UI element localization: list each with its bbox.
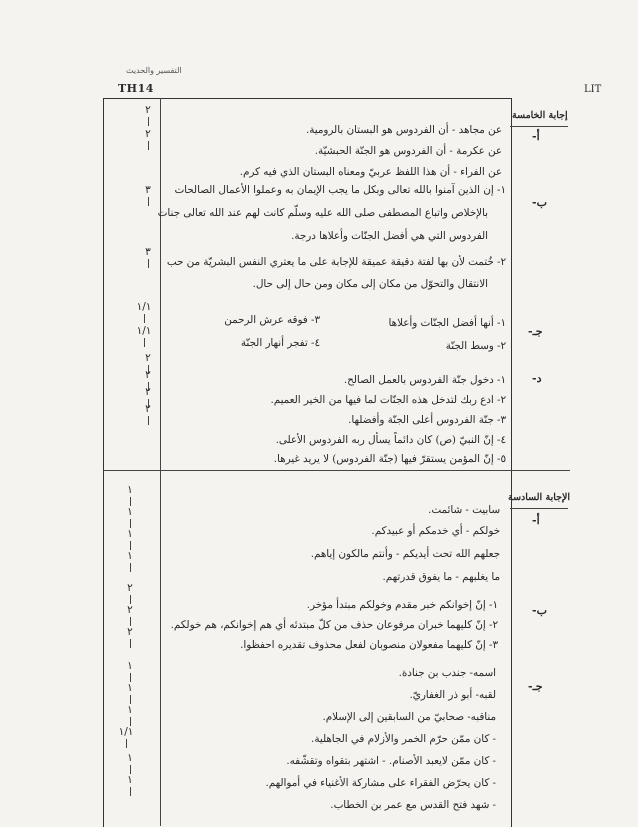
fifth-d-line: ١- دخول جنّة الفردوس بالعمل الصالح. [343,374,506,386]
mark: ٢ [138,128,158,150]
sixth-c-line: مناقبه- صحابيّ من السابقين إلى الإسلام. [322,711,496,723]
sixth-a-line: ما يغلبهم - ما يفوق قدرتهم. [382,571,500,583]
mark: ١ [120,506,140,528]
mark: ١/١ [134,325,154,347]
sixth-b-line: ٣- إنّ كليهما مفعولان منصوبان لفعل محذوف تقديره احفظوا. [240,639,498,651]
fifth-label-d: د- [532,372,542,385]
fifth-b-line: الانتقال والتحوّل من مكان إلى مكان ومن حال إلى حال. [252,278,488,290]
fifth-c-line: ٢- وسط الجنّة [445,340,506,352]
fifth-answer-title: إجابة الخامسة [512,110,568,121]
mark: ١ [120,528,140,550]
page-code: LIT [584,84,602,95]
sixth-answer-title: الإجابة السادسة [508,492,571,503]
fifth-b-line: ٢- خُتمت لأن بها لفتة دقيقة عميقة للإجابة على ما يعتري النفس البشريّة من حب [166,256,506,268]
fifth-c-line: ١- أنها أفضل الجنّات وأعلاها [388,317,506,329]
sixth-c-line: - كان ممّن حرّم الخمر والأزلام في الجاهلية. [311,733,496,745]
mark: ١ [120,550,140,572]
fifth-a-line: عن مجاهد - أن الفردوس هو البستان بالرومية. [305,124,502,136]
fifth-b-line: الفردوس التي هي أفضل الجنّات وأعلاها درجة. [291,230,488,242]
section-divider-outer [510,470,570,471]
mark: ٣ [138,184,158,206]
mark: ١ [120,660,140,682]
fifth-c-line: ٣- فوقه عرش الرحمن [224,314,320,326]
sixth-c-line: - كان يحرّض الفقراء على مشاركة الأغنياء في أموالهم. [265,777,496,789]
sixth-a-line: خولكم - أي خدمكم أو عبيدكم. [371,525,500,537]
mark: ٢ [138,403,158,425]
sixth-b-line: ١- إنّ إخوانكم خبر مقدم وخولكم مبتدأ مؤخر. [306,599,498,611]
sixth-a-line: سابيت - شائمت. [428,504,500,516]
fifth-d-line: ٢- ادع ربك لتدخل هذه الجنّات لما فيها من الخير العميم. [270,394,506,406]
fifth-d-line: ٣- جنّة الفردوس أعلى الجنّة وأفضلها. [348,414,506,426]
mark: ٣ [138,246,158,268]
fifth-b-line: بالإخلاص واتباع المصطفى صلى الله عليه وسلّم كانت لهم عند الله تعالى جنات [157,207,488,219]
fifth-d-line: ٥- إنّ المؤمن يستقرّ فيها (جنّة الفردوس) لا يريد غيرها. [273,453,506,465]
title-underline [510,508,568,509]
sixth-label-c: جـ- [528,680,543,693]
sixth-label-a: أ- [532,514,540,527]
fifth-a-line: عن عكرمة - أن الفردوس هو الجنّة الحبشيّة. [314,145,502,157]
mark: ٢ [120,582,140,604]
sixth-c-line: لقبه- أبو ذر الغفاريّ. [409,689,496,701]
mark: ٢ [120,604,140,626]
fifth-label-c: جـ- [528,325,543,338]
mark: ١ [120,774,140,796]
sixth-c-line: - كان ممّن لايعبد الأصنام. - اشتهر بتقواه وتقشّفه. [286,755,496,767]
mark: ٢ [138,386,158,408]
fifth-label-a: أ- [532,130,540,143]
fifth-c-line: ٤- تفجر أنهار الجنّة [240,337,320,349]
mark: ١/١ [116,726,136,748]
fifth-d-line: ٤- إنّ النبيّ (ص) كان دائماً يسأل ربه الفردوس الأعلى. [275,434,506,446]
fifth-a-line: عن الفراء - أن هذا اللفظ عربيّ ومعناه البستان الذي فيه كرم. [239,166,502,178]
subject-code: TH14 [118,82,154,95]
sixth-c-line: اسمه- جندب بن جنادة. [398,667,496,679]
subject-header: التفسير والحديث [126,66,182,75]
mark: ٢ [138,104,158,126]
sixth-b-line: ٢- إنّ كليهما خبران مرفوعان حذف من كلّ مبتدئه أي هم إخوانكم، هم خولكم. [170,619,498,631]
mark: ٢ [138,352,158,374]
mark: ٢ [120,626,140,648]
mark: ١/١ [134,301,154,323]
sixth-c-line: - شهد فتح القدس مع عمر بن الخطاب. [330,799,496,811]
fifth-label-b: ب- [532,196,547,209]
sixth-label-b: ب- [532,604,547,617]
mark: ١ [120,704,140,726]
mark: ١ [120,752,140,774]
mark: ١ [120,682,140,704]
sixth-a-line: جعلهم الله تحت أيديكم - وأنتم مالكون إياهم. [310,548,500,560]
mark: ٢ [138,369,158,391]
section-divider [103,470,510,471]
fifth-b-line: ١- إن الذين آمنوا بالله تعالى وبكل ما يجب الإيمان به وعملوا الأعمال الصالحات [174,184,506,196]
title-underline [510,126,568,127]
mark: ١ [120,484,140,506]
